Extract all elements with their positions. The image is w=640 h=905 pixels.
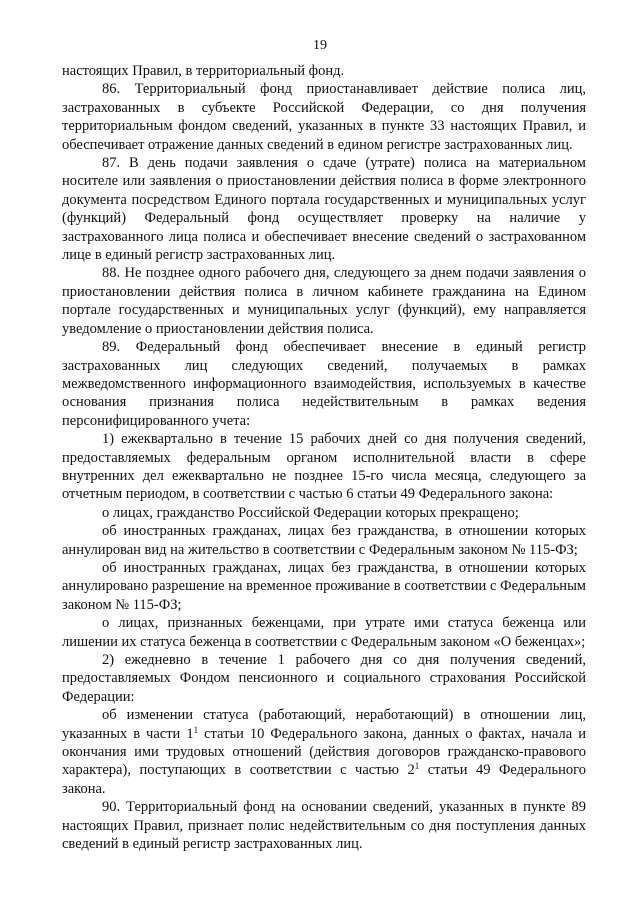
paragraph-86: 86. Территориальный фонд приостанавливает действие полиса лиц, застрахованных в субъекте Российской Федерации, со дня получения территориальным фондом сведений, указанных в пункте 33 настоящих Правил, и обеспечивает отражение данных сведений в едином регистре застрахованных лиц. (62, 81, 586, 153)
superscript: 1 (414, 761, 420, 772)
text-segment: статьи 10 Федерального закона, данных о фактах, начала и окончания ими трудовых отношений (действия договоров гражданско-правового характера), поступающих в соответствии с частью 2 (62, 725, 586, 779)
paragraph-89-item-1-d: о лицах, признанных беженцами, при утрате ими статуса беженца или лишении их статуса беженца в соответствии с Федеральным законом «О беженцах»; (62, 615, 586, 650)
page-number: 19 (313, 38, 327, 53)
text-segment: об изменении статуса (работающий, неработающий) в отношении лиц, указанных в части 1 (62, 707, 586, 742)
paragraph-89: 89. Федеральный фонд обеспечивает внесение в единый регистр застрахованных лиц следующих сведений, получаемых в рамках межведомственного информационного взаимодействия, используемых в качестве основания признания полиса недействительным в рамках ведения персонифицированного учета: (62, 339, 586, 429)
text-segment: статьи 49 Федерального закона. (62, 762, 586, 797)
document-body (62, 62, 586, 853)
paragraph-89-item-1-c: об иностранных гражданах, лицах без гражданства, в отношении которых аннулировано разрешение на временное проживание в соответствии с Федеральным законом № 115-ФЗ; (62, 559, 586, 613)
paragraph-89-item-1-a: о лицах, гражданство Российской Федерации которых прекращено; (102, 504, 519, 521)
paragraph-87: 87. В день подачи заявления о сдаче (утрате) полиса на материальном носителе или заявления о приостановлении действия полиса в форме электронного документа посредством Единого портала государственных и муниципальных услуг (функций) Федеральный фонд осуществляет проверку на наличие у застрахованного лица полиса и обеспечивает внесение сведений о застрахованном лице в единый регистр застрахованных лиц. (62, 155, 586, 264)
paragraph-89-item-1: 1) ежеквартально в течение 15 рабочих дней со дня получения сведений, предоставляемых федеральным органом исполнительной власти в сфере внутренних дел ежеквартально не позднее 15-го числа месяца, следующего за отчетным периодом, в соответствии с частью 6 статьи 49 Федерального закона: (62, 431, 586, 503)
paragraph-89-item-2: 2) ежедневно в течение 1 рабочего дня со дня получения сведений, предоставляемых Фондом пенсионного и социального страхования Российской Федерации: (62, 652, 586, 705)
paragraph-continuation: настоящих Правил, в территориальный фонд. (62, 63, 345, 79)
paragraph-88: 88. Не позднее одного рабочего дня, следующего за днем подачи заявления о приостановлении действия полиса в личном кабинете гражданина на Едином портале государственных и муниципальных услуг (функций), ему направляется уведомление о приостановлении действия полиса. (62, 265, 586, 337)
paragraph-89-item-1-b: об иностранных гражданах, лицах без гражданства, в отношении которых аннулирован вид на жительство в соответствии с Федеральным законом № 115-ФЗ; (62, 523, 586, 558)
paragraph-89-item-2-a (62, 706, 586, 798)
paragraph-90: 90. Территориальный фонд на основании сведений, указанных в пункте 89 настоящих Правил, признает полис недействительным со дня поступления данных сведений в единый регистр застрахованных лиц. (62, 799, 586, 853)
superscript: 1 (193, 724, 199, 735)
